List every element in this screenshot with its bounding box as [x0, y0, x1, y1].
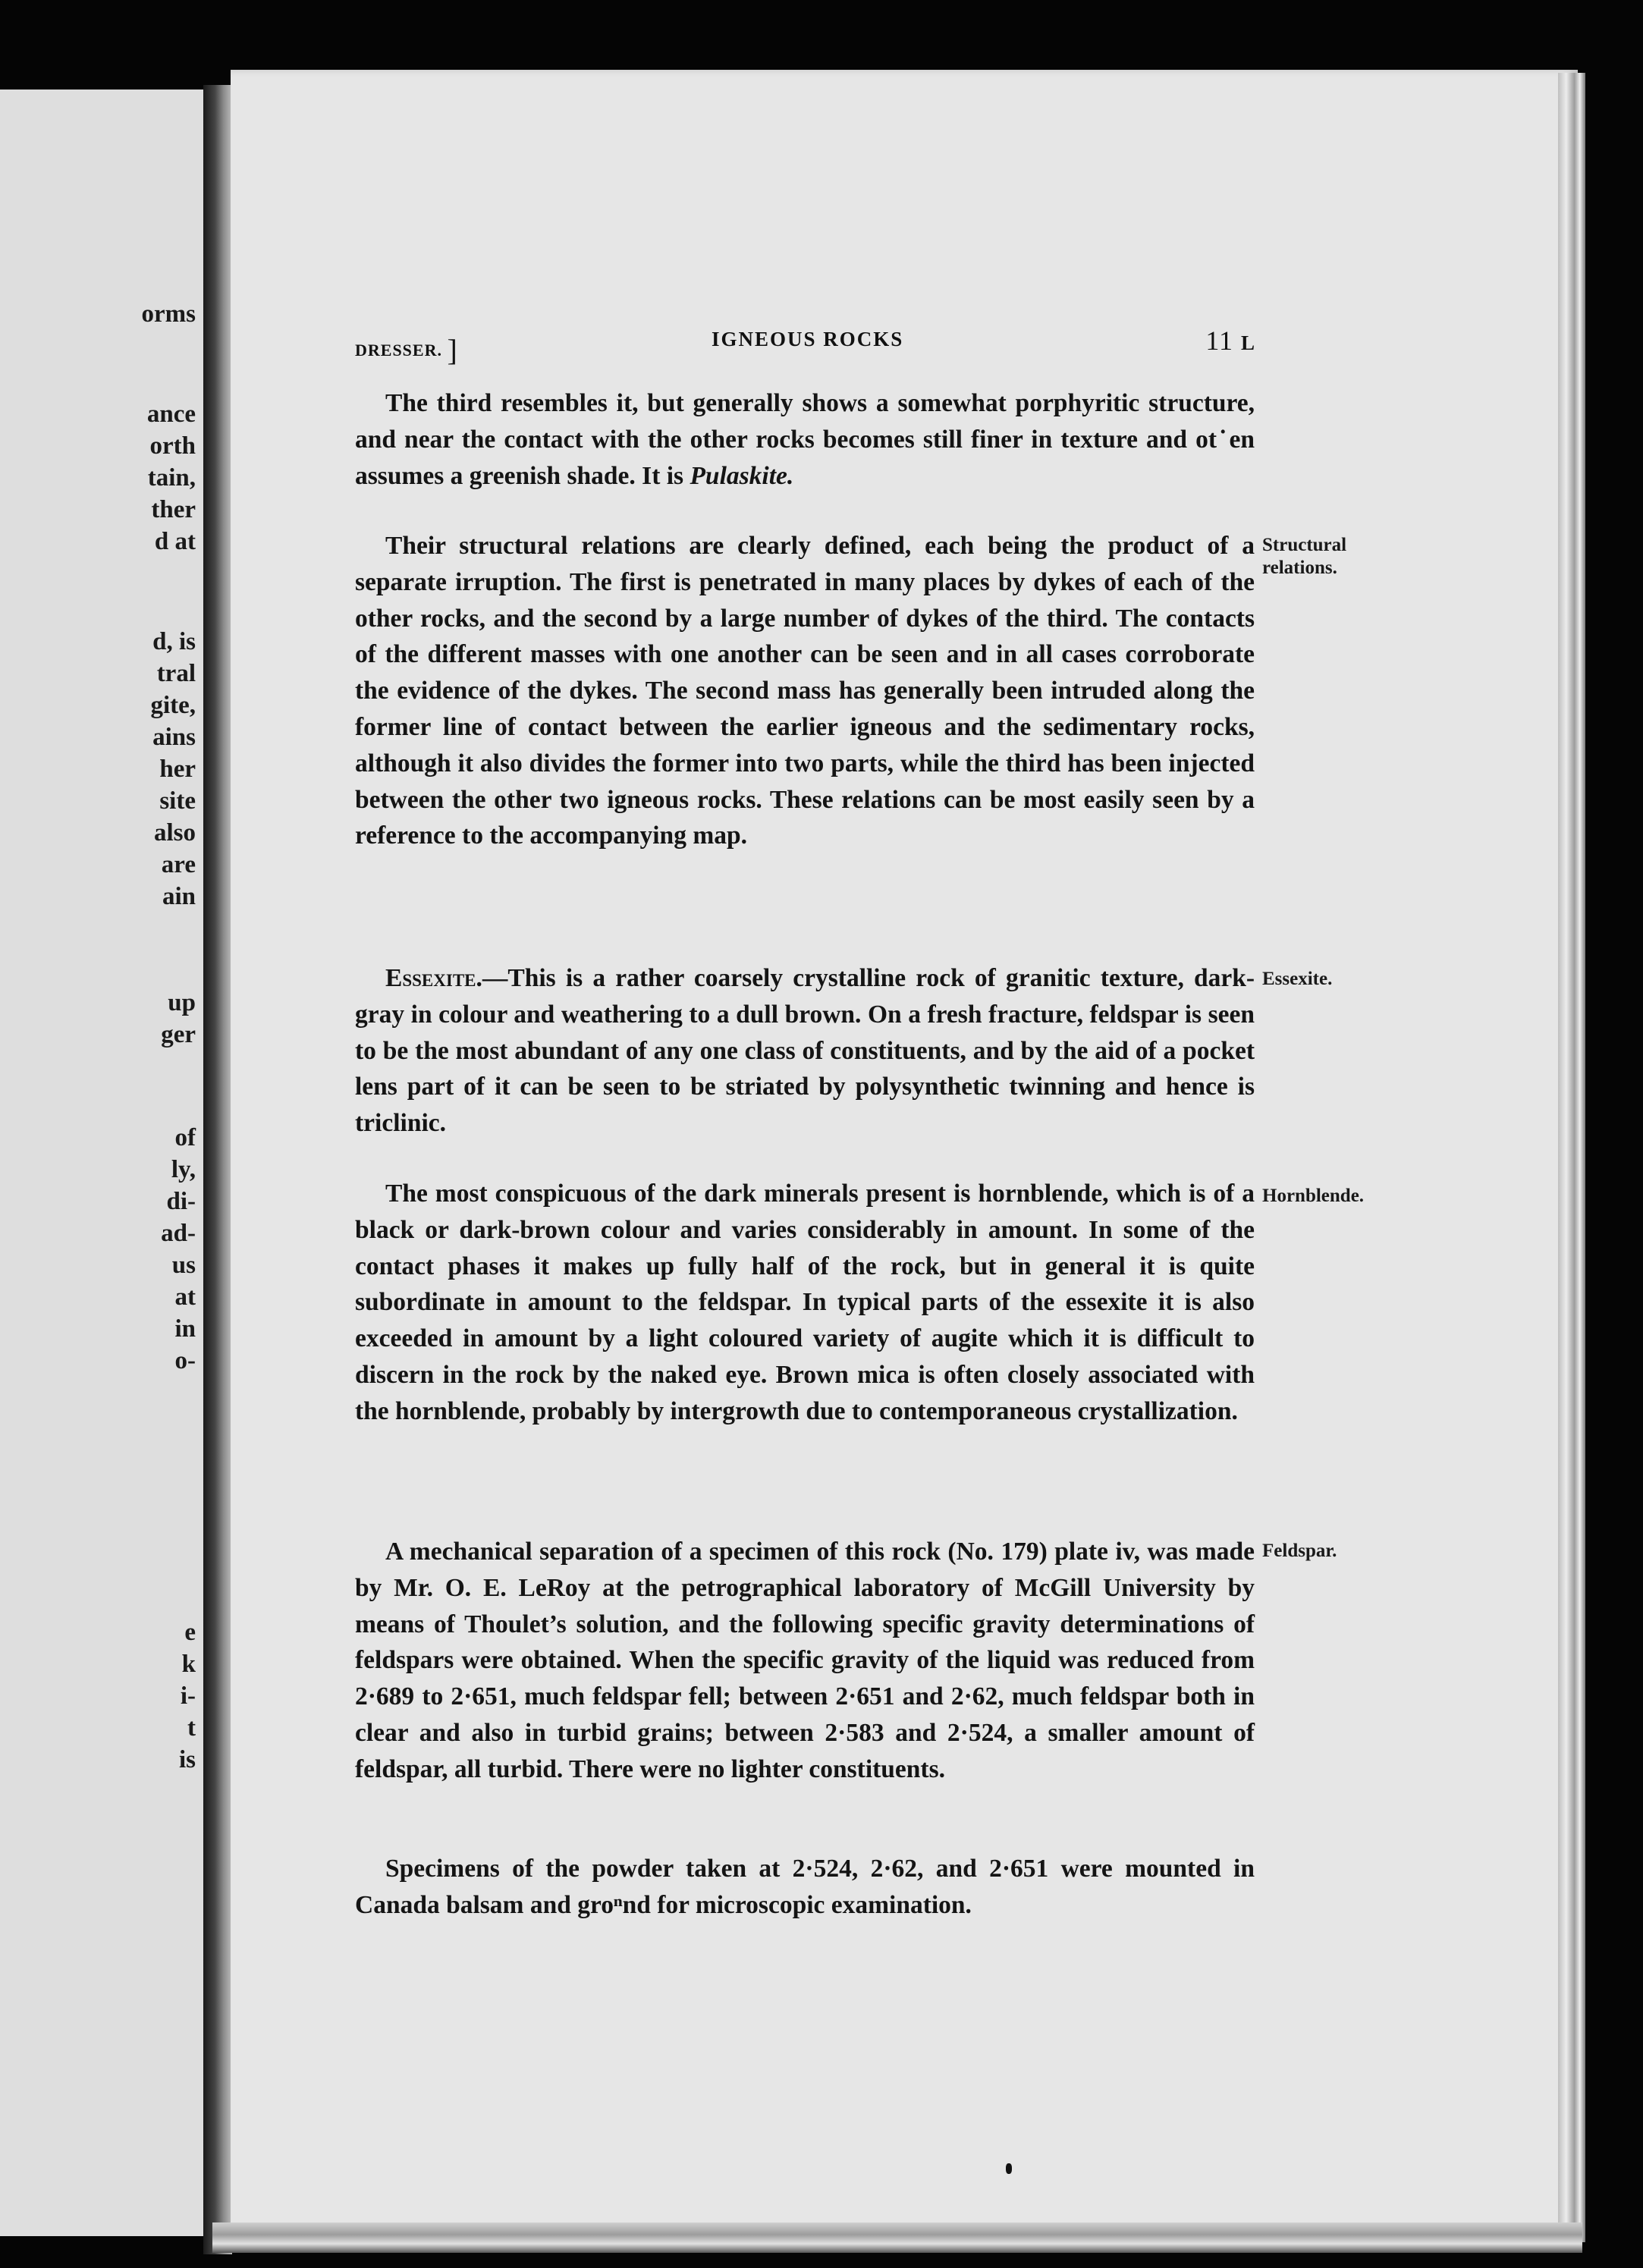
left-page-fragment: tral: [156, 660, 196, 687]
left-page-fragment: tain,: [147, 464, 196, 492]
left-page-fragment: gite,: [150, 692, 196, 719]
left-page-fragment: ance: [146, 401, 196, 428]
left-page-fragment: orms: [141, 300, 196, 328]
ink-speck: [1006, 2163, 1012, 2174]
left-page-fragment: k: [181, 1651, 196, 1678]
running-header: [355, 325, 1255, 367]
left-page-fragment: e: [184, 1619, 196, 1646]
left-page-fragment: ad-: [161, 1220, 196, 1247]
header-author: DRESSER. ]: [355, 333, 458, 367]
margin-note-structural: Structural relations.: [1262, 535, 1347, 578]
margin-note-essexite: Essexite.: [1262, 969, 1333, 989]
left-page-fragment: ger: [161, 1021, 196, 1048]
margin-note-hornblende: Hornblende.: [1262, 1186, 1365, 1206]
left-page-fragment: up: [168, 989, 196, 1016]
paragraph-essexite: Essexite.—This is a rather coarsely crystalline rock of granitic texture, dark-gray in colour and weathering to a dull brown. On a fresh fracture, feldspar is seen to be the most abundant of any one class of constituents, and by the aid of a pocket lens part of it can be seen to be striated by polysynthetic twinning and hence is triclinic.: [355, 964, 1255, 1138]
paragraph-microscopic: Specimens of the powder taken at 2·524, 2·62, and 2·651 were mounted in Canada balsam and groⁿnd for microscopic examination.: [355, 1855, 1255, 1919]
left-page-fragment: site: [159, 787, 196, 815]
page-bottom-edge: [212, 2222, 1582, 2253]
left-page-fragment: ains: [152, 724, 196, 751]
left-page-fragment: her: [159, 755, 196, 783]
page-edge: [1558, 73, 1585, 2242]
left-page-fragment: ly,: [171, 1156, 196, 1183]
paragraph-feldspar: A mechanical separation of a specimen of this rock (No. 179) plate iv, was made by Mr. O. E. LeRoy at the petrographical laboratory of McGill University by means of Thoulet’s solution, and the following specific gravity determinations of feldspars were obtained. When the specific gravity of the liquid was reduced from 2·689 to 2·651, much feldspar fell; between 2·651 and 2·62, much feldspar both in clear and also in turbid grains; between 2·583 and 2·524, a smaller amount of feldspar, all turbid. There were no lighter constituents.: [355, 1538, 1255, 1783]
left-page-fragment: di-: [166, 1188, 196, 1215]
left-page-fragment: d, is: [152, 628, 196, 655]
paragraph-structural-relations: Their structural relations are clearly defined, each being the product of a separate irruption. The first is penetrated in many places by dykes of each of the other rocks, and the second by a large number of dykes of the third. The contacts of the different masses with one another can be seen and in all cases corroborate the evidence of the dykes. The second mass has generally been intruded along the former line of contact between the earlier igneous and the sedimentary rocks, although it also divides the former into two parts, while the third has been injected between the other two igneous rocks. These relations can be most easily seen by a reference to the accompanying map.: [355, 532, 1255, 850]
left-page-fragment: ain: [162, 883, 196, 910]
left-page-fragment: o-: [174, 1347, 196, 1374]
header-title: IGNEOUS ROCKS: [712, 328, 904, 350]
left-page-fragment: at: [174, 1283, 196, 1311]
book-gutter: [203, 85, 232, 2254]
page-number: 11 L: [1205, 325, 1255, 356]
left-page-fragment: in: [174, 1315, 196, 1343]
paragraph-pulaskite: The third resembles it, but generally shows a somewhat porphyritic structure, and near the contact with the other rocks becomes still finer in texture and ot˙en assumes a greenish shade. It is Pulaskite.: [355, 389, 1255, 490]
left-page-fragment: ther: [151, 496, 196, 523]
left-page-edge: [0, 90, 206, 2236]
left-page-fragment: of: [174, 1124, 196, 1151]
margin-note-feldspar: Feldspar.: [1262, 1541, 1337, 1561]
left-page-fragment: d at: [154, 528, 196, 555]
left-page-fragment: are: [161, 851, 196, 878]
left-page-fragment: also: [153, 819, 196, 847]
left-page-fragment: is: [178, 1746, 196, 1773]
left-page-fragment: t: [187, 1714, 196, 1742]
paragraph-hornblende: The most conspicuous of the dark minerals present is hornblende, which is of a black or dark-brown colour and varies considerably in amount. In some of the contact phases it makes up fully half of the rock, but in general it is quite subordinate in amount to the feldspar. In typical parts of the essexite it is also exceeded in amount by a light coloured variety of augite which it is difficult to discern in the rock by the naked eye. Brown mica is often closely associated with the hornblende, probably by intergrowth due to contemporaneous crystallization.: [355, 1180, 1255, 1425]
left-page-fragment: us: [171, 1252, 196, 1279]
left-page-fragment: orth: [149, 432, 196, 460]
left-page-fragment: i-: [180, 1682, 196, 1710]
